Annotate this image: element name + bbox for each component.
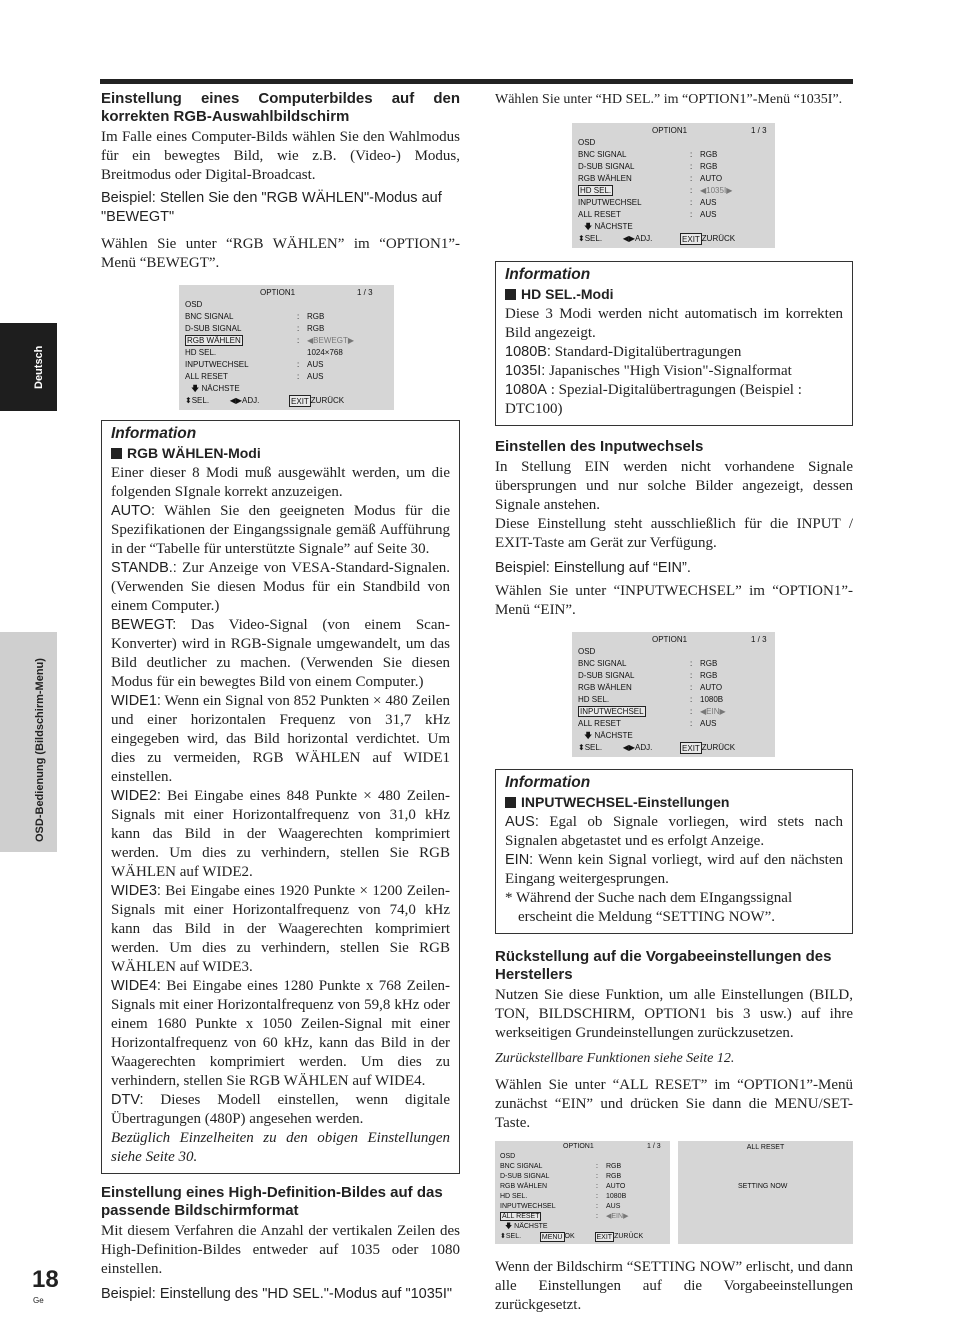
osd-sel: SEL. bbox=[584, 234, 603, 243]
note-reset: Zurückstellbare Funktionen siehe Seite 12. bbox=[495, 1051, 735, 1066]
para-rgb-intro: Im Falle eines Computer-Bilds wählen Sie den Wahlmodus für ein bewegtes Bild, wie z.B. (Video-) Modus, Breitmodus oder Digital-Broadcast. bbox=[101, 129, 460, 183]
info-intro: Einer dieser 8 Modi muß ausgewählt werden, um die folgenden SIgnale korrekt anzuzeigen. bbox=[111, 465, 450, 500]
osd-next: NÄCHSTE bbox=[201, 384, 240, 393]
updown-icon: ⬍ bbox=[578, 234, 585, 243]
info-subtitle: INPUTWECHSEL-Einstellungen bbox=[505, 794, 843, 810]
page-number: 18 bbox=[32, 1266, 59, 1293]
osd-sel: SEL. bbox=[505, 1233, 522, 1240]
side-tab-osd-label: OSD-Bedienung (Bildschirm-Menu) bbox=[34, 658, 46, 842]
osd-label: RGB WÄHLEN bbox=[578, 174, 632, 183]
down-arrow-icon: 🡇 bbox=[191, 384, 200, 393]
osd-value: RGB bbox=[307, 312, 325, 321]
info-note: Bezüglich Einzelheiten zu den obigen Einstellungen siehe Seite 30. bbox=[111, 1130, 450, 1165]
osd-label: INPUTWECHSEL bbox=[500, 1203, 556, 1210]
updown-icon: ⬍ bbox=[185, 396, 192, 405]
osd-label: HD SEL. bbox=[578, 695, 610, 704]
osd-value: AUS bbox=[606, 1203, 621, 1210]
osd-label: ALL RESET bbox=[578, 719, 621, 728]
osd-value: RGB bbox=[606, 1173, 622, 1180]
example-inputwechsel: Beispiel: Einstellung auf “EIN”. bbox=[495, 560, 691, 576]
osd-value: RGB bbox=[700, 150, 718, 159]
info-item: 1080A : Spezial-Digitalübertragungen (Beispiel : DTC100) bbox=[505, 382, 802, 417]
info-item: WIDE4: Bei Eingabe eines 1280 Punkte x 768 Zeilen-Signals mit einer Horizontalfrequenz von 59,8 kHz oder einem 1680 Punkte x 1050 Zeilen-Signal mit einer Horizontalfrequenz von 60 kHz, kann das Bild in der Waagerechten komprimiert werden. Um dies zu verhindern, stellen Sie RGB WÄHLEN auf WIDE4. bbox=[111, 978, 450, 1089]
osd-label-osd: OSD bbox=[578, 647, 596, 656]
osd-next: NÄCHSTE bbox=[514, 1223, 548, 1230]
osd-label-selected: ALL RESET bbox=[502, 1213, 540, 1220]
osd-next: NÄCHSTE bbox=[594, 731, 633, 740]
para-rgb-select: Wählen Sie unter “RGB WÄHLEN” im “OPTION1”-Menü “BEWEGT”. bbox=[101, 236, 460, 271]
para-reset-select: Wählen Sie unter “ALL RESET” im “OPTION1”-Menü zunächst “EIN” und drücken Sie dann die MENU/SET-Taste. bbox=[495, 1077, 853, 1131]
leftright-icon: ◀▶ bbox=[622, 234, 636, 243]
square-bullet-icon bbox=[505, 289, 516, 300]
osd-value: AUTO bbox=[606, 1183, 626, 1190]
osd-label: D-SUB SIGNAL bbox=[578, 162, 635, 171]
example-rgb: Beispiel: Stellen Sie den "RGB WÄHLEN"-Modus auf "BEWEGT" bbox=[101, 190, 442, 225]
info-item: 1035I: Japanisches "High Vision"-Signalformat bbox=[505, 363, 792, 379]
osd-label: BNC SIGNAL bbox=[578, 659, 627, 668]
osd-label: BNC SIGNAL bbox=[578, 150, 627, 159]
heading-rgb: Einstellung eines Computerbildes auf den korrekten RGB-Auswahlbildschirm bbox=[101, 90, 460, 125]
top-rule bbox=[100, 79, 853, 84]
osd-value: AUS bbox=[700, 719, 717, 728]
osd-reset-panel-msg: SETTING NOW bbox=[738, 1183, 788, 1190]
info-title: Information bbox=[505, 774, 591, 791]
osd-adj: ADJ. bbox=[242, 396, 260, 405]
osd-label: ALL RESET bbox=[578, 210, 621, 219]
osd-value: 1080B bbox=[606, 1193, 627, 1200]
left-column bbox=[101, 90, 460, 1308]
osd-label-selected: INPUTWECHSEL bbox=[580, 707, 644, 716]
para-hd: Mit diesem Verfahren die Anzahl der vertikalen Zeilen des High-Definition-Bildes entweder auf 1035 oder 1080 einstellen. bbox=[101, 1223, 460, 1277]
osd-sel: SEL. bbox=[191, 396, 210, 405]
info-subtitle: RGB WÄHLEN-Modi bbox=[111, 445, 450, 461]
osd-value: RGB bbox=[700, 162, 718, 171]
para-inputwechsel-2: Diese Einstellung steht ausschließlich für die INPUT / EXIT-Taste am Gerät zur Verfügung. bbox=[495, 516, 853, 551]
osd-title: OPTION1 bbox=[260, 288, 296, 297]
osd-page: 1 / 3 bbox=[751, 126, 767, 135]
down-arrow-icon: 🡇 bbox=[584, 222, 593, 231]
osd-exit: EXIT bbox=[682, 235, 700, 244]
osd-value-selected: ◀BEWEGT▶ bbox=[307, 336, 354, 345]
info-title: Information bbox=[505, 266, 591, 283]
osd-label-selected: RGB WÄHLEN bbox=[187, 336, 241, 345]
para-inputwechsel-select: Wählen Sie unter “INPUTWECHSEL” im “OPTION1”-Menü “EIN”. bbox=[495, 583, 853, 618]
updown-icon: ⬍ bbox=[578, 743, 585, 752]
leftright-icon: ◀▶ bbox=[622, 743, 636, 752]
osd-value: RGB bbox=[700, 671, 718, 680]
osd-reset-panel bbox=[678, 1141, 853, 1244]
osd-reset-menu: OPTION1 1 / 3 OSD BNC SIGNAL : RGB D-SUB SIGNAL : RGB RGB WÄHLEN : AUTO HD SEL. : 1080B INPUTWECHSEL : AUS ALL RESET : ◀EIN▶ 🡇 NÄCHSTE ⬍ SEL. MENU OK EXIT ZURÜCK bbox=[495, 1141, 670, 1244]
para-reset-done: Wenn der Bildschirm “SETTING NOW” erlischt, und dann alle Einstellungen auf die Vorgabeeinstellungen zurückgesetzt. bbox=[495, 1259, 853, 1313]
osd-screen-inputwechsel: OPTION1 1 / 3 OSD BNC SIGNAL : RGB D-SUB SIGNAL : RGB RGB WÄHLEN : AUTO HD SEL. : 1080B INPUTWECHSEL : ◀EIN▶ ALL RESET : AUS 🡇 NÄCHSTE ⬍ SEL. ◀▶ ADJ. EXIT ZURÜCK bbox=[572, 632, 775, 757]
osd-title: OPTION1 bbox=[652, 126, 688, 135]
info-item: WIDE3: Bei Eingabe eines 1920 Punkte × 1200 Zeilen-Signals mit einer Horizontalfrequenz von 74,0 kHz kann das Bild in der Waagerechten komprimiert werden. Um dies zu verhindern, stellen Sie RGB WÄHLEN auf WIDE3. bbox=[111, 883, 450, 975]
osd-label: INPUTWECHSEL bbox=[578, 198, 642, 207]
osd-value: RGB bbox=[700, 659, 718, 668]
osd-label-osd: OSD bbox=[185, 300, 203, 309]
osd-back: ZURÜCK bbox=[614, 1233, 644, 1240]
osd-value-selected: ◀EIN▶ bbox=[700, 707, 726, 716]
info-item: DTV: Dieses Modell einstellen, wenn digitale Übertragungen (480P) angesehen werden. bbox=[111, 1092, 450, 1127]
info-item: AUTO: Wählen Sie den geeigneten Modus für die Spezifikationen der Eingangssignale gemäß Aufführung in der “Tabelle für unterstützte Signale” auf Seite 30. bbox=[111, 503, 450, 557]
osd-label: BNC SIGNAL bbox=[185, 312, 234, 321]
osd-screen-reset bbox=[495, 1141, 853, 1244]
osd-label: RGB WÄHLEN bbox=[578, 683, 632, 692]
info-box-rgb bbox=[101, 420, 460, 1174]
osd-sel: SEL. bbox=[584, 743, 603, 752]
side-tab-osd bbox=[0, 632, 57, 852]
heading-hd: Einstellung eines High-Definition-Bildes auf das passende Bildschirmformat bbox=[101, 1184, 443, 1219]
info-box-hd bbox=[495, 261, 853, 426]
osd-page: 1 / 3 bbox=[751, 635, 767, 644]
osd-label: HD SEL. bbox=[500, 1193, 528, 1200]
osd-screen-rgb: OPTION1 1 / 3 OSD BNC SIGNAL : RGB D-SUB SIGNAL : RGB RGB WÄHLEN : ◀BEWEGT▶ HD SEL. 1024×768 INPUTWECHSEL : AUS ALL RESET : AUS 🡇 NÄCHSTE ⬍ SEL. ◀▶ ADJ. EXIT ZURÜCK bbox=[179, 285, 394, 410]
para-hd-select: Wählen Sie unter “HD SEL.” im “OPTION1”-Menü “1035I”. bbox=[495, 92, 843, 107]
osd-label: BNC SIGNAL bbox=[500, 1163, 543, 1170]
osd-back: ZURÜCK bbox=[701, 743, 736, 752]
osd-label-selected: HD SEL. bbox=[580, 186, 612, 195]
osd-value: RGB bbox=[606, 1163, 622, 1170]
osd-back: ZURÜCK bbox=[310, 396, 345, 405]
osd-value: AUS bbox=[700, 210, 717, 219]
info-intro: Diese 3 Modi werden nicht automatisch im korrekten Bild angezeigt. bbox=[505, 306, 843, 341]
osd-exit: EXIT bbox=[596, 1234, 613, 1241]
osd-title: OPTION1 bbox=[563, 1143, 594, 1150]
osd-page: 1 / 3 bbox=[357, 288, 373, 297]
para-inputwechsel-1: In Stellung EIN werden nicht vorhandene Signale übersprungen und nur solche Bilder angezeigt, dessen Signale anstehen. bbox=[495, 459, 853, 513]
down-arrow-icon: 🡇 bbox=[505, 1223, 513, 1230]
osd-page: 1 / 3 bbox=[647, 1143, 661, 1150]
osd-title: OPTION1 bbox=[652, 635, 688, 644]
info-note: * Während der Suche nach dem EIngangssignal erscheint die Meldung “SETTING NOW”. bbox=[505, 890, 793, 925]
osd-back: ZURÜCK bbox=[701, 234, 736, 243]
osd-exit: EXIT bbox=[291, 397, 309, 406]
osd-label: HD SEL. bbox=[185, 348, 217, 357]
osd-value: AUTO bbox=[700, 683, 723, 692]
osd-adj: ADJ. bbox=[635, 743, 653, 752]
info-item: AUS: Egal ob Signale vorliegen, wird stets nach Signalen abgetastet und es erfolgt Anzeige. bbox=[505, 814, 843, 849]
right-column bbox=[495, 90, 853, 1315]
leftright-icon: ◀▶ bbox=[229, 396, 243, 405]
osd-label: D-SUB SIGNAL bbox=[500, 1173, 550, 1180]
osd-label: ALL RESET bbox=[185, 372, 228, 381]
osd-exit: EXIT bbox=[682, 744, 700, 753]
osd-menu: MENU bbox=[541, 1234, 563, 1241]
osd-screen-hd: OPTION1 1 / 3 OSD BNC SIGNAL : RGB D-SUB SIGNAL : RGB RGB WÄHLEN : AUTO HD SEL. : ◀1035I▶ INPUTWECHSEL : AUS ALL RESET : AUS 🡇 NÄCHSTE ⬍ SEL. ◀▶ ADJ. EXIT ZURÜCK bbox=[572, 123, 775, 248]
side-tab-deutsch bbox=[0, 323, 57, 411]
osd-value: AUTO bbox=[700, 174, 723, 183]
osd-value: AUS bbox=[307, 360, 324, 369]
osd-value: 1024×768 bbox=[307, 348, 343, 357]
osd-value-selected: ◀EIN▶ bbox=[606, 1213, 629, 1220]
osd-label: INPUTWECHSEL bbox=[185, 360, 249, 369]
info-item: STANDB.: Zur Anzeige von VESA-Standard-Signalen. (Verwenden Sie diesen Modus für ein Standbild von einem Computer.) bbox=[111, 560, 450, 614]
info-item: EIN: Wenn kein Signal vorliegt, wird auf den nächsten Eingang weitergesprungen. bbox=[505, 852, 843, 887]
down-arrow-icon: 🡇 bbox=[584, 731, 593, 740]
osd-adj: ADJ. bbox=[635, 234, 653, 243]
square-bullet-icon bbox=[505, 797, 516, 808]
info-item: WIDE2: Bei Eingabe eines 848 Punkte × 480 Zeilen-Signals mit einer Horizontalfrequenz von 31,0 kHz kann das Bild in der Waagerechten komprimiert werden. Um dies zu verhindern, stellen Sie RGB WÄHLEN auf WIDE2. bbox=[111, 788, 450, 880]
osd-reset-panel-title: ALL RESET bbox=[746, 1144, 785, 1151]
page-lang: Ge bbox=[33, 1296, 44, 1305]
side-tab-deutsch-label: Deutsch bbox=[33, 345, 45, 389]
info-subtitle: HD SEL.-Modi bbox=[505, 286, 843, 302]
osd-ok: OK bbox=[564, 1233, 575, 1240]
info-item: WIDE1: Wenn ein Signal von 852 Punkten × 480 Zeilen und einer horizontalen Frequenz von 31,7 kHz eingegeben wird, das Bild horizontal verdichtet. Um dies zu vermeiden, RGB WÄHLEN auf WIDE1 einstellen. bbox=[111, 693, 450, 785]
osd-value-selected: ◀1035I▶ bbox=[700, 186, 733, 195]
heading-reset: Rückstellung auf die Vorgabeeinstellungen des Herstellers bbox=[495, 948, 832, 983]
osd-value: AUS bbox=[700, 198, 717, 207]
osd-value: 1080B bbox=[700, 695, 724, 704]
square-bullet-icon bbox=[111, 448, 122, 459]
info-item: BEWEGT: Das Video-Signal (von einem Scan-Konverter) wird in RGB-Signale umgewandelt, um das Bild deutlicher zu machen. (Verwenden Sie diesen Modus für ein bewegtes Bild von einem Computer.) bbox=[111, 617, 450, 690]
para-reset: Nutzen Sie diese Funktion, um alle Einstellungen (BILD, TON, BILDSCHIRM, OPTION1 bis 3 usw.) auf ihre werkseitigen Grundeinstellungen zurückzusetzen. bbox=[495, 987, 853, 1041]
info-item: 1080B: Standard-Digitalübertragungen bbox=[505, 344, 742, 360]
info-title: Information bbox=[111, 425, 197, 442]
heading-inputwechsel: Einstellen des Inputwechsels bbox=[495, 438, 704, 455]
osd-value: RGB bbox=[307, 324, 325, 333]
osd-label: D-SUB SIGNAL bbox=[185, 324, 242, 333]
osd-value: AUS bbox=[307, 372, 324, 381]
example-hd: Beispiel: Einstellung des "HD SEL."-Modus auf "1035I" bbox=[101, 1286, 453, 1302]
osd-label-osd: OSD bbox=[578, 138, 596, 147]
osd-label: D-SUB SIGNAL bbox=[578, 671, 635, 680]
updown-icon: ⬍ bbox=[500, 1233, 506, 1240]
info-box-inputwechsel bbox=[495, 769, 853, 934]
osd-label-osd: OSD bbox=[500, 1153, 516, 1160]
osd-label: RGB WÄHLEN bbox=[500, 1183, 548, 1190]
osd-next: NÄCHSTE bbox=[594, 222, 633, 231]
